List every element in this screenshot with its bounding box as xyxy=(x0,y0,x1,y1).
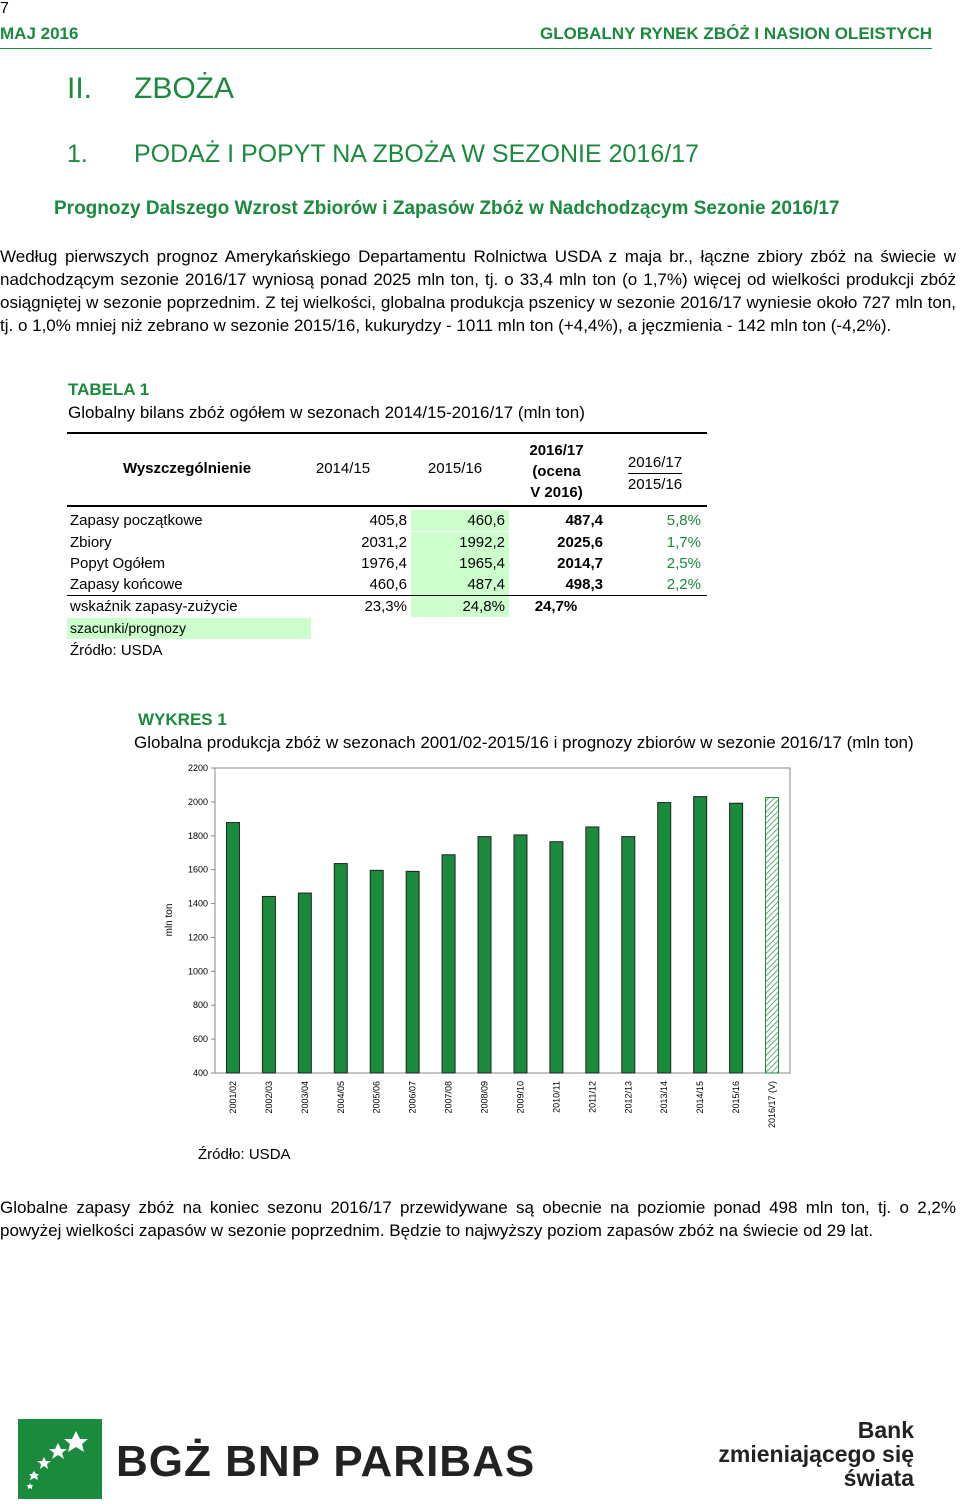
header-cell-2015: 2015/16 xyxy=(427,460,483,477)
x-tick-label: 2004/05 xyxy=(335,1081,346,1114)
bar-2016-17--V- xyxy=(766,797,779,1073)
header-date: MAJ 2016 xyxy=(0,24,79,43)
cell-2015: 1992,2 xyxy=(411,532,509,553)
row-label: Zbiory xyxy=(70,534,112,551)
x-tick-label: 2015/16 xyxy=(731,1081,742,1114)
subsection-number: 1. xyxy=(67,140,88,168)
x-tick-label: 2005/06 xyxy=(371,1081,382,1114)
y-tick-label: 600 xyxy=(192,1034,208,1045)
header-cell-forecast xyxy=(509,440,604,503)
x-tick-label: 2007/08 xyxy=(443,1081,454,1114)
x-tick-label: 2001/02 xyxy=(227,1081,238,1114)
bar-2010-11 xyxy=(550,842,563,1073)
slogan-line-1: Bank xyxy=(857,1417,914,1443)
cell-2014: 1976,4 xyxy=(361,555,407,572)
chart-label: WYKRES 1 xyxy=(138,710,227,729)
table-header-rule xyxy=(67,505,707,507)
table-row xyxy=(67,510,707,531)
cell-2015: 487,4 xyxy=(411,574,509,595)
cell-2015: 24,8% xyxy=(411,596,509,617)
cell-2014: 2031,2 xyxy=(361,534,407,551)
cell-change: 5,8% xyxy=(666,512,701,529)
bar-group xyxy=(226,797,778,1073)
x-tick-label: 2012/13 xyxy=(623,1081,634,1114)
table-source-text: Źródło: USDA xyxy=(70,642,163,659)
cell-2014: 23,3% xyxy=(364,598,407,615)
x-tick-label: 2003/04 xyxy=(299,1081,310,1114)
slogan xyxy=(718,1418,914,1490)
paragraph-stocks: Globalne zapasy zbóż na koniec sezonu 2016/17 przewidywane są obecnie na poziomie ponad 498 mln ton, tj. o 2,2% powyżej wielkości zapasów w sezonie poprzednim. Będzie to najwyższy poziom zapasów zbóż na świecie od 29 lat. xyxy=(0,1198,956,1240)
bar-2015-16 xyxy=(730,803,743,1073)
header-forecast-line-1: 2016/17 xyxy=(529,442,584,459)
cell-forecast: 498,3 xyxy=(565,576,603,593)
table-row xyxy=(67,574,707,596)
x-tick-label: 2006/07 xyxy=(407,1081,418,1114)
cell-forecast: 2014,7 xyxy=(557,555,603,572)
bar-2001-02 xyxy=(226,823,239,1073)
bar-2007-08 xyxy=(442,855,455,1073)
table-row xyxy=(67,553,707,574)
header-title: GLOBALNY RYNEK ZBÓŻ I NASION OLEISTYCH xyxy=(540,24,932,43)
header-cell-2014: 2014/15 xyxy=(315,460,371,477)
cell-2015: 460,6 xyxy=(411,510,509,531)
cell-2014: 460,6 xyxy=(369,576,407,593)
page-number: 7 xyxy=(0,0,9,17)
table-source xyxy=(67,640,267,661)
table-row xyxy=(67,532,707,553)
cell-forecast: 487,4 xyxy=(565,512,603,529)
bar-2002-03 xyxy=(262,896,275,1073)
x-tick-label: 2011/12 xyxy=(587,1081,598,1113)
bar-2004-05 xyxy=(334,864,347,1073)
table-note xyxy=(67,618,311,639)
bar-2003-04 xyxy=(298,893,311,1073)
row-label: wskaźnik zapasy-zużycie xyxy=(70,598,238,615)
cell-forecast: 24,7% xyxy=(534,598,578,615)
production-chart xyxy=(150,760,800,1145)
bar-2006-07 xyxy=(406,871,419,1073)
cell-change: 1,7% xyxy=(666,534,701,551)
header-forecast-line-3: V 2016) xyxy=(530,484,583,501)
stars-logo-icon xyxy=(18,1419,102,1504)
cell-change: 2,5% xyxy=(666,555,701,572)
x-tick-label: 2008/09 xyxy=(479,1081,490,1114)
slogan-line-2: zmieniającego się xyxy=(718,1441,914,1467)
bar-2008-09 xyxy=(478,837,491,1073)
x-tick-label: 2010/11 xyxy=(551,1081,562,1113)
row-label: Zapasy początkowe xyxy=(70,512,203,529)
header-ratio-denominator: 2015/16 xyxy=(627,476,683,493)
x-tick-label: 2009/10 xyxy=(515,1081,526,1114)
row-label: Popyt Ogółem xyxy=(70,555,166,572)
table-caption: Globalny bilans zbóż ogółem w sezonach 2014/15-2016/17 (mln ton) xyxy=(68,403,585,422)
headline: Prognozy Dalszego Wzrost Zbiorów i Zapasów Zbóż w Nadchodzącym Sezonie 2016/17 xyxy=(54,198,840,219)
section-number: II. xyxy=(67,72,93,105)
y-tick-group xyxy=(188,763,215,1078)
header-cell-item: Wyszczególnienie xyxy=(122,460,252,477)
table-note-text: szacunki/prognozy xyxy=(70,620,186,636)
cell-forecast: 2025,6 xyxy=(557,534,603,551)
table-top-rule xyxy=(67,432,707,434)
table-row xyxy=(67,596,707,617)
x-tick-label: 2013/14 xyxy=(659,1081,670,1114)
slogan-line-3: świata xyxy=(843,1465,914,1491)
row-label: Zapasy końcowe xyxy=(70,576,183,593)
y-tick-label: 2000 xyxy=(187,796,208,807)
y-tick-label: 1200 xyxy=(187,932,208,943)
bar-2005-06 xyxy=(370,870,383,1073)
y-tick-label: 800 xyxy=(192,1000,208,1011)
x-tick-label: 2016/17 (V) xyxy=(767,1081,778,1129)
x-tick-group xyxy=(228,1081,777,1128)
cell-2014: 405,8 xyxy=(369,512,407,529)
y-tick-label: 1400 xyxy=(187,898,208,909)
y-tick-label: 1600 xyxy=(187,864,208,875)
y-axis-label: mln ton xyxy=(164,903,175,937)
y-tick-label: 1800 xyxy=(187,830,208,841)
paragraph-intro: Według pierwszych prognoz Amerykańskiego Departamentu Rolnictwa USDA z maja br., łączne zbiory zbóż na świecie w nadchodzącym sezonie 2016/17 wyniosą ponad 2025 mln ton, tj. o 33,4 mln ton (o 1,7%) więcej od wielkości produkcji zbóż osiągniętej w sezonie poprzednim. Z tej wielkości, globalna produkcja pszenicy w sezonie 2016/17 wyniesie około 727 mln ton, tj. o 1,0% mniej niż zebrano w sezonie 2015/16, kukurydzy - 1011 mln ton (+4,4%), a jęczmienia - 142 mln ton (-4,2%). xyxy=(0,247,956,335)
bar-2011-12 xyxy=(586,827,599,1073)
brand-name: BGŻ BNP PARIBAS xyxy=(116,1437,536,1486)
subsection-title: PODAŻ I POPYT NA ZBOŻA W SEZONIE 2016/17 xyxy=(134,140,699,168)
chart-title: Globalna produkcja zbóż w sezonach 2001/02-2015/16 i prognozy zbiorów w sezonie 2016/17 (mln ton) xyxy=(134,733,914,752)
cell-change: 2,2% xyxy=(666,576,701,593)
header-ratio-numerator: 2016/17 xyxy=(628,452,682,474)
bar-2012-13 xyxy=(622,837,635,1073)
bar-2014-15 xyxy=(694,797,707,1073)
y-tick-label: 1000 xyxy=(187,966,208,977)
table-label: TABELA 1 xyxy=(68,380,150,399)
header-forecast-line-2: (ocena xyxy=(532,463,581,480)
header-cell-ratio xyxy=(615,452,695,495)
chart-source: Źródło: USDA xyxy=(198,1146,291,1163)
x-tick-label: 2002/03 xyxy=(263,1081,274,1114)
section-title: ZBOŻA xyxy=(134,72,235,105)
y-tick-label: 400 xyxy=(192,1068,208,1078)
y-tick-label: 2200 xyxy=(187,763,208,773)
cell-2015: 1965,4 xyxy=(411,553,509,574)
bar-2013-14 xyxy=(658,803,671,1073)
bar-2009-10 xyxy=(514,835,527,1073)
header-divider xyxy=(0,48,932,49)
x-tick-label: 2014/15 xyxy=(695,1081,706,1114)
